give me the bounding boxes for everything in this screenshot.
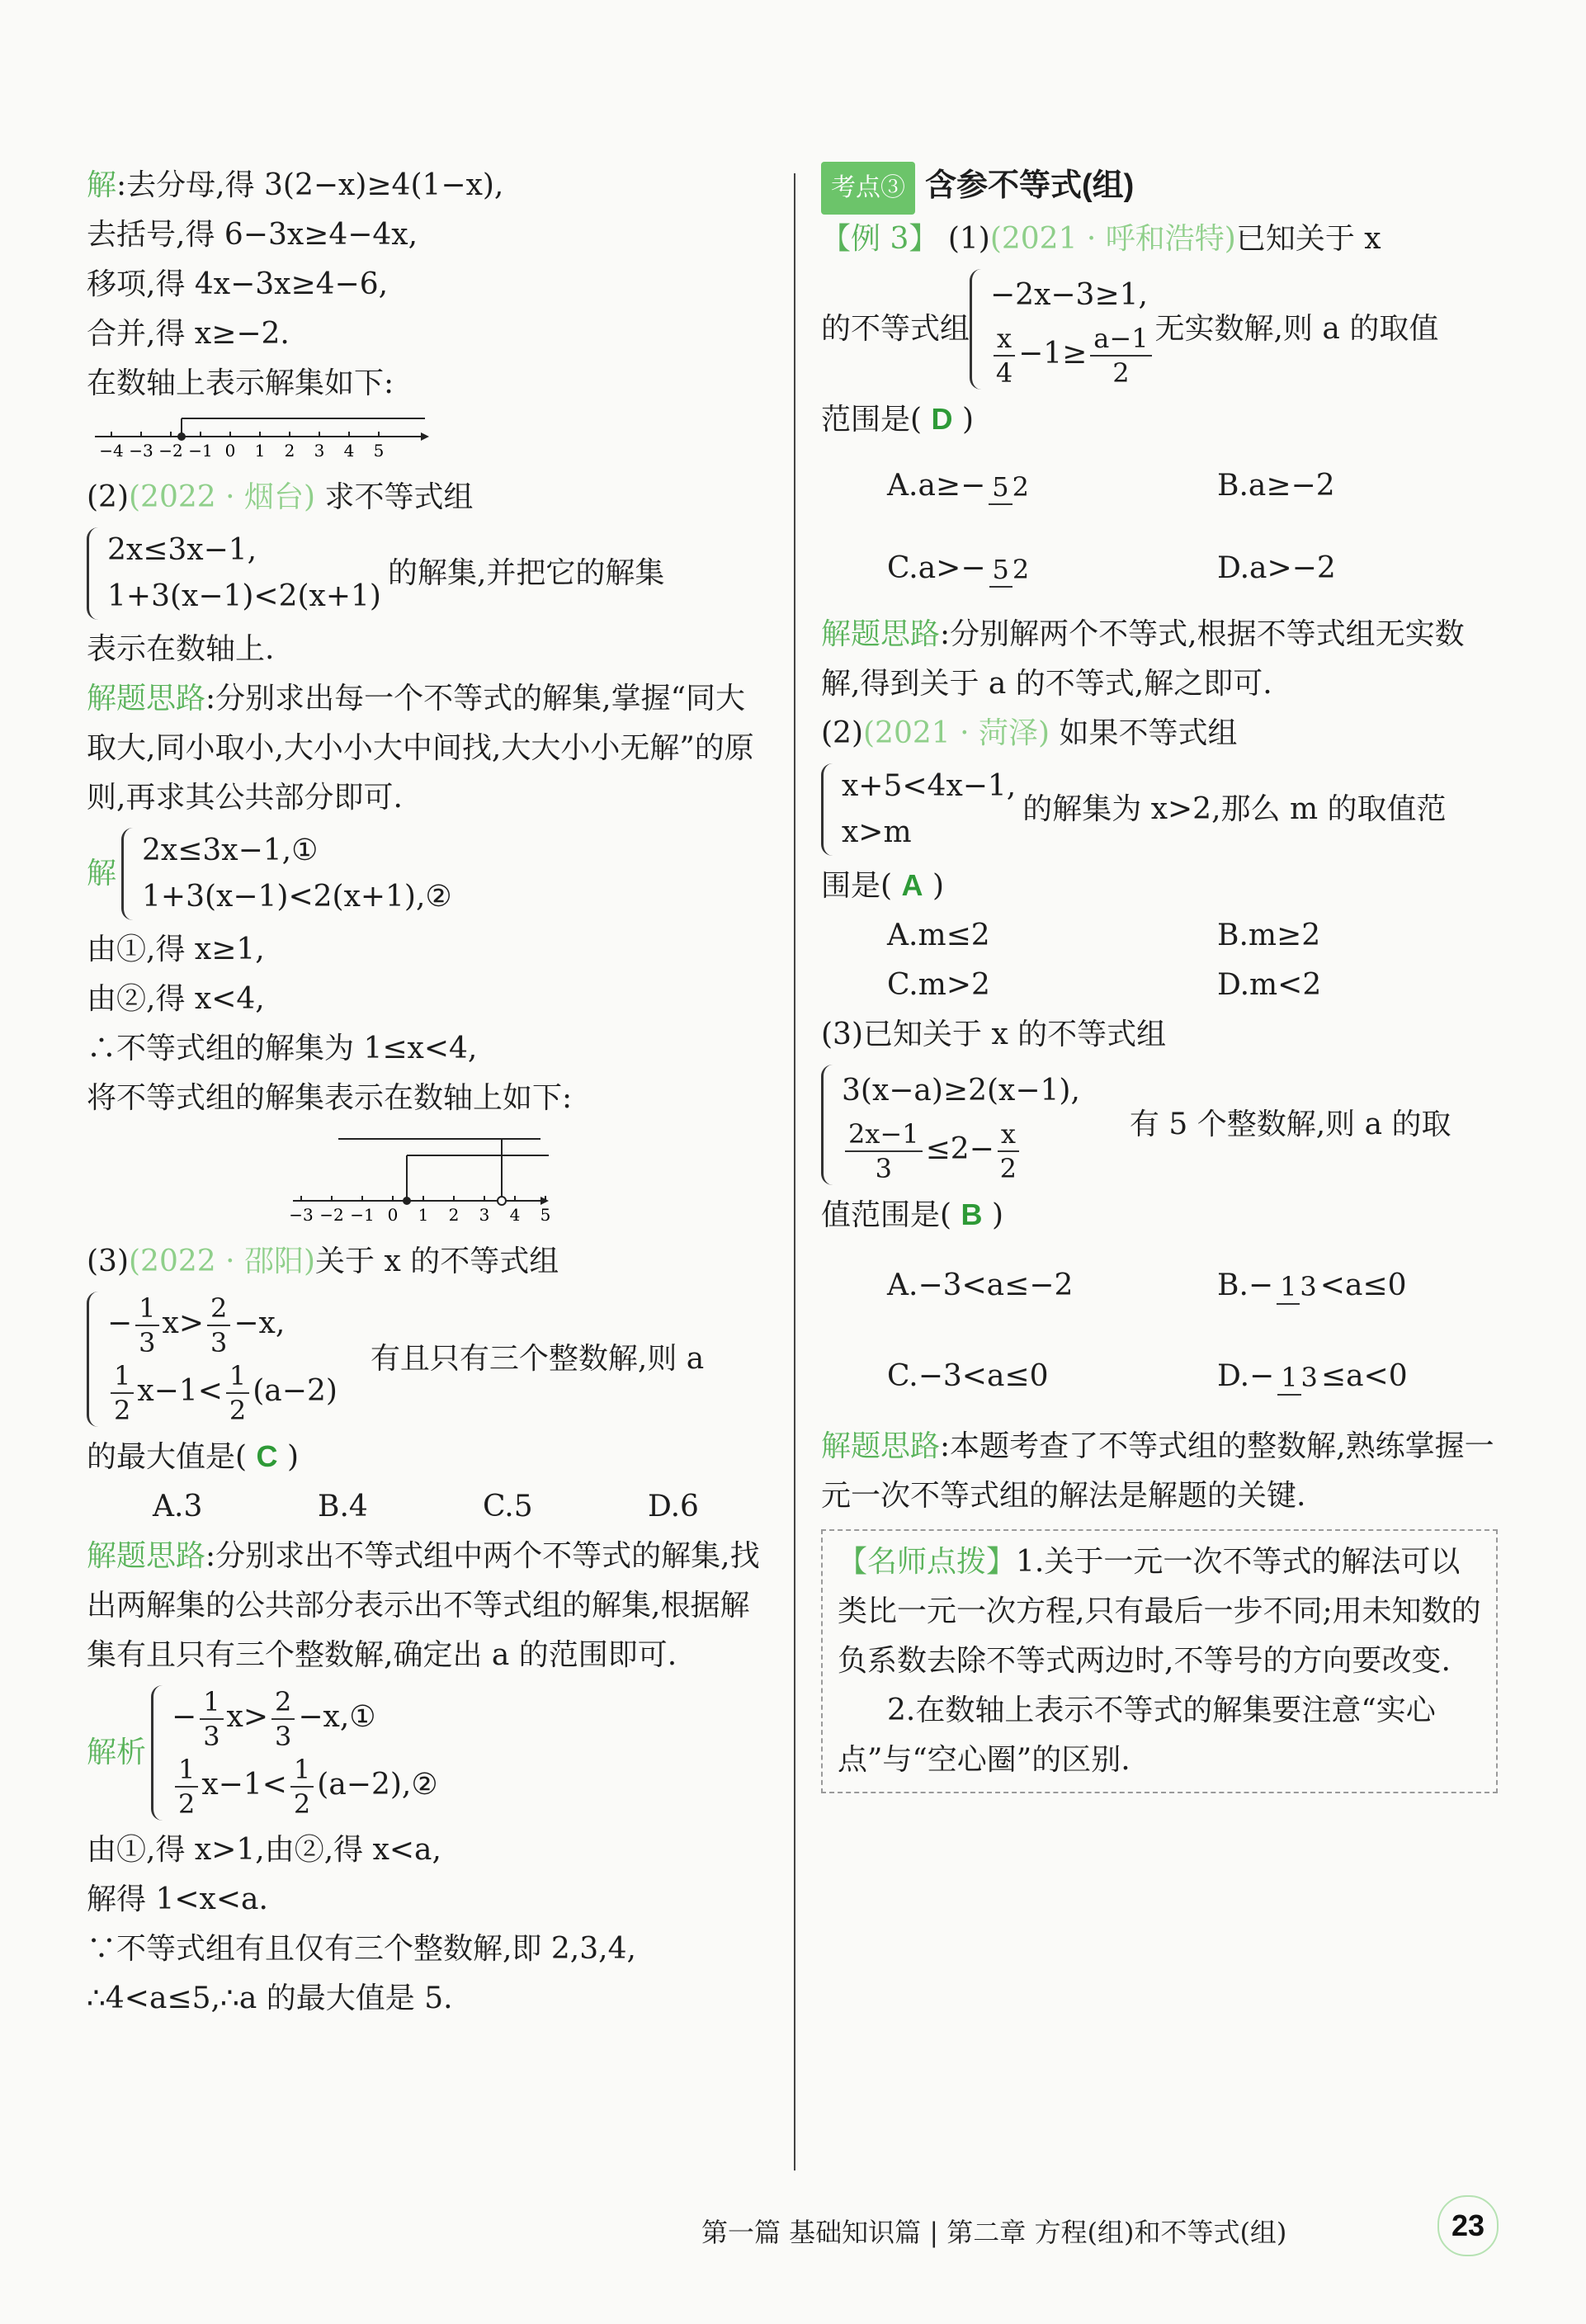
section-title: 含参不等式(组) — [925, 168, 1135, 203]
brace — [970, 269, 984, 390]
numerator: 1 — [111, 1359, 134, 1394]
question-source: (2021 · 呼和浩特) — [989, 222, 1236, 256]
inequality: −2x−3≥1, — [990, 278, 1148, 312]
question-text: 值范围是( — [821, 1198, 952, 1232]
solution-step: 由①,得 x>1,由②,得 x<a, — [87, 1833, 441, 1867]
inequality — [107, 1359, 337, 1427]
option: A.m≤2 — [887, 919, 990, 952]
option-text: D.− — [1217, 1359, 1275, 1393]
tick-label: −1 — [188, 441, 213, 461]
question-text: 的不等式组 — [821, 312, 970, 346]
fraction — [271, 1685, 295, 1753]
option-text: A.a≥− — [887, 469, 986, 503]
expr: −x, — [234, 1306, 286, 1340]
tick-label: −2 — [319, 1205, 344, 1225]
denominator: 2 — [1012, 471, 1029, 503]
question-answer-line — [821, 394, 1498, 445]
numerator: 2x−1 — [845, 1117, 923, 1152]
denominator: 2 — [1112, 357, 1130, 389]
fraction — [994, 322, 1015, 390]
question-answer-line — [821, 861, 1498, 911]
tick-label: 5 — [540, 1205, 551, 1225]
tip-1 — [838, 1538, 1481, 1686]
inequality-system — [821, 763, 1498, 856]
expr: x> — [162, 1306, 204, 1340]
inequality-system — [87, 527, 763, 620]
expr: x−1< — [201, 1768, 287, 1802]
fraction — [290, 1753, 314, 1821]
denominator: 2 — [178, 1788, 196, 1820]
denominator: 4 — [995, 357, 1013, 389]
brace — [87, 1292, 101, 1427]
analysis-system — [87, 1685, 763, 1821]
denominator: 3 — [139, 1327, 156, 1358]
hint-block — [87, 1532, 763, 1680]
numerator: 5 — [989, 470, 1012, 505]
solution-step: 将不等式组的解集表示在数轴上如下: — [87, 1081, 573, 1115]
example-1 — [821, 215, 1498, 264]
hint-label: 解题思路 — [821, 1429, 941, 1463]
solution-step: 合并,得 x≥−2. — [87, 317, 290, 351]
tick-label: −3 — [129, 441, 153, 461]
solution-label: 解 — [87, 857, 117, 890]
hint-text: :本题考查了不等式组的整数解,熟练掌握一元一次不等式组的解法是解题的关键. — [821, 1429, 1494, 1513]
inequality: x>m — [842, 815, 912, 849]
option: C.m>2 — [887, 968, 990, 1002]
inequality: x+5<4x−1, — [842, 769, 1017, 803]
question-text: 有且只有三个整数解,则 a — [370, 1342, 705, 1376]
option: B.4 — [318, 1490, 368, 1523]
inequality — [842, 1117, 1080, 1185]
fraction — [207, 1292, 230, 1359]
expr: (a−2) — [253, 1374, 337, 1408]
inequality: 2x≤3x−1,① — [142, 834, 319, 867]
option — [887, 445, 1217, 527]
numerator: 1 — [175, 1753, 198, 1788]
tick-label: 2 — [284, 441, 295, 461]
tick-label: 0 — [224, 441, 236, 461]
question-source: (2021 · 菏泽) — [863, 716, 1050, 750]
question-text: 如果不等式组 — [1059, 716, 1238, 750]
option — [1217, 1240, 1406, 1331]
inequality — [172, 1753, 438, 1821]
question-text: 范围是( — [821, 403, 923, 437]
expr: ≤2− — [925, 1132, 994, 1166]
hint-text: :分别求出不等式组中两个不等式的解集,找出两解集的公共部分表示出不等式组的解集,根据解集有且只有三个整数解,确定出 a 的范围即可. — [87, 1539, 760, 1672]
question-text: 关于 x 的不等式组 — [315, 1245, 559, 1278]
answer: D — [931, 402, 953, 436]
tick-label: 1 — [418, 1205, 429, 1225]
solution-step: ∵不等式组有且仅有三个整数解,即 2,3,4, — [87, 1932, 636, 1966]
numerator: 1 — [226, 1359, 249, 1394]
fraction — [200, 1685, 223, 1753]
question-text: 围是( — [821, 869, 893, 903]
question-text: 的解集,并把它的解集 — [387, 556, 665, 590]
denominator: 3 — [1300, 1362, 1318, 1393]
tip-2: 2.在数轴上表示不等式的解集要注意“实心点”与“空心圈”的区别. — [838, 1693, 1436, 1777]
brace — [821, 763, 835, 856]
question-answer-line — [821, 1190, 1498, 1240]
solution-step: 移项,得 4x−3x≥4−6, — [87, 267, 389, 301]
tick-label: 1 — [254, 441, 266, 461]
close-paren: ) — [286, 1440, 299, 1474]
brace — [151, 1685, 165, 1821]
hint-label: 解题思路 — [87, 1539, 206, 1573]
solution-step: 在数轴上表示解集如下: — [87, 366, 394, 400]
hint-label: 解题思路 — [87, 682, 206, 716]
question-source: (2022 · 邵阳) — [129, 1245, 316, 1278]
fraction — [989, 553, 1030, 588]
options — [821, 911, 1498, 1010]
number-line-1 — [87, 412, 433, 470]
expr: x> — [226, 1700, 269, 1734]
question-number: (2) — [87, 480, 129, 514]
fraction — [1277, 1361, 1318, 1396]
answer: C — [256, 1439, 278, 1473]
example-2 — [821, 709, 1498, 758]
hint-block — [821, 610, 1498, 709]
fraction — [111, 1359, 134, 1427]
question-source: (2022 · 烟台) — [129, 480, 316, 514]
section-tag: 考点③ — [821, 162, 915, 215]
solution-step: 由②,得 x<4, — [87, 982, 265, 1016]
answer: A — [901, 868, 923, 902]
solution-step: ∴不等式组的解集为 1≤x<4, — [87, 1032, 478, 1065]
options — [821, 1240, 1498, 1422]
numerator: 1 — [1277, 1270, 1300, 1305]
inequality: 1+3(x−1)<2(x+1),② — [142, 880, 452, 914]
option: D.6 — [648, 1490, 699, 1523]
hint-label: 解题思路 — [821, 617, 941, 651]
solution-step: 去括号,得 6−3x≥4−4x, — [87, 218, 418, 252]
hint-text: :分别求出每一个不等式的解集,掌握“同大取大,同小取小,大小小大中间找,大大小小无解”的原则,再求其公共部分即可. — [87, 682, 754, 815]
denominator: 3 — [203, 1721, 220, 1752]
solution-system — [87, 828, 763, 920]
question-3 — [87, 1237, 763, 1287]
example-3: (3)已知关于 x 的不等式组 — [821, 1018, 1167, 1051]
page-number: 23 — [1437, 2195, 1499, 2256]
question-answer-line — [87, 1432, 763, 1482]
question-number: (2) — [821, 716, 863, 750]
denominator: 3 — [275, 1721, 292, 1752]
question-number: (3) — [87, 1245, 129, 1278]
numerator: 1 — [200, 1685, 223, 1720]
inequality-system — [821, 269, 1498, 390]
fraction — [175, 1753, 198, 1821]
denominator: 3 — [210, 1327, 228, 1358]
option: A.−3<a≤−2 — [887, 1268, 1074, 1302]
solution-step: ∴4<a≤5,∴a 的最大值是 5. — [87, 1982, 453, 2015]
question-text: 无实数解,则 a 的取值 — [1154, 312, 1439, 346]
denominator: 3 — [1300, 1271, 1317, 1302]
numerator: 1 — [1277, 1361, 1300, 1396]
tick-label: 4 — [509, 1205, 521, 1225]
solution-text: :去分母,得 3(2−x)≥4(1−x), — [116, 168, 504, 202]
question-text: 已知关于 x — [1235, 222, 1381, 256]
denominator: 2 — [1012, 554, 1030, 585]
close-paren: ) — [932, 869, 944, 903]
expr: (a−2),② — [317, 1768, 438, 1802]
inequality-system — [821, 1065, 1498, 1185]
option: C.5 — [483, 1490, 533, 1523]
numerator: 1 — [135, 1292, 158, 1326]
right-column — [821, 161, 1498, 1793]
denominator: 2 — [293, 1788, 311, 1820]
option: B.a≥−2 — [1217, 469, 1335, 503]
tip-label: 【名师点拨】 — [838, 1545, 1017, 1579]
question-text: 的解集为 x>2,那么 m 的取值范 — [1022, 792, 1447, 826]
brace — [821, 1065, 835, 1185]
numerator: a−1 — [1090, 322, 1151, 357]
example-label: 【例 3】 — [821, 222, 939, 256]
option-text: ≤a<0 — [1320, 1359, 1408, 1393]
denominator: 2 — [114, 1395, 131, 1426]
option-text: C.a>− — [887, 551, 986, 585]
fraction — [989, 470, 1029, 505]
teacher-tip-box — [821, 1529, 1498, 1793]
number-line-2 — [285, 1127, 747, 1234]
fraction — [998, 1117, 1019, 1185]
fraction — [1090, 322, 1151, 390]
solution-label: 解 — [87, 168, 117, 202]
option — [1217, 1331, 1408, 1422]
inequality: 2x≤3x−1, — [107, 533, 257, 567]
options — [821, 445, 1498, 610]
denominator: 2 — [229, 1395, 247, 1426]
question-text: 的最大值是( — [87, 1440, 248, 1474]
column-divider — [794, 173, 795, 2170]
tick-label: 2 — [448, 1205, 460, 1225]
fraction — [135, 1292, 158, 1359]
option — [887, 527, 1217, 610]
hint-text: :分别解两个不等式,根据不等式组无实数解,得到关于 a 的不等式,解之即可. — [821, 617, 1465, 701]
inequality: − $\frac{1}{3}$ x> $\frac{2}{3}$ −x,① — [172, 1686, 376, 1752]
tick-label: −2 — [158, 441, 183, 461]
numerator: 5 — [989, 553, 1012, 588]
tick-label: 4 — [343, 441, 355, 461]
solution-step — [87, 161, 763, 210]
tick-label: 3 — [479, 1205, 490, 1225]
numerator: 1 — [290, 1753, 314, 1788]
solution-step: 由①,得 x≥1, — [87, 933, 265, 966]
tip-text: 1.关于一元一次不等式的解法可以类比一元一次方程,只有最后一步不同;用未知数的负系数去除不等式两边时,不等号的方向要改变. — [838, 1545, 1481, 1678]
brace — [121, 828, 135, 920]
denominator: 3 — [875, 1153, 892, 1184]
expr: x−1< — [137, 1374, 223, 1408]
close-paren: ) — [961, 403, 974, 437]
question-text: 有 5 个整数解,则 a 的取 — [1129, 1108, 1451, 1141]
option: D.m<2 — [1217, 968, 1322, 1002]
option: D.a>−2 — [1217, 551, 1336, 585]
hint-block — [87, 674, 763, 823]
option: C.−3<a≤0 — [887, 1359, 1049, 1393]
inequality-system — [87, 1292, 763, 1427]
inequality: 1+3(x−1)<2(x+1) — [107, 579, 381, 613]
numerator: 2 — [207, 1292, 230, 1326]
expr: −1≥ — [1018, 337, 1088, 371]
hint-block — [821, 1422, 1498, 1521]
brace — [87, 527, 101, 620]
denominator: 2 — [999, 1153, 1017, 1184]
question-2 — [87, 473, 763, 522]
numerator: 2 — [271, 1685, 295, 1720]
solution-step: 解得 1<x<a. — [87, 1882, 268, 1916]
fraction — [845, 1117, 923, 1185]
question-text: 表示在数轴上. — [87, 632, 275, 666]
question-number: (1) — [947, 222, 990, 256]
option: A.3 — [153, 1490, 203, 1523]
option-text: <a≤0 — [1319, 1268, 1407, 1302]
numerator: x — [998, 1117, 1019, 1152]
analysis-label: 解析 — [87, 1736, 147, 1769]
page-footer: 第一篇 基础知识篇 | 第二章 方程(组)和不等式(组) — [701, 2217, 1287, 2248]
option: B.m≥2 — [1217, 919, 1321, 952]
answer: B — [961, 1197, 983, 1231]
close-paren: ) — [991, 1198, 1003, 1232]
tick-label: −1 — [350, 1205, 375, 1225]
fraction — [226, 1359, 249, 1427]
tick-label: 3 — [314, 441, 325, 461]
question-text: 求不等式组 — [324, 480, 474, 514]
option-text: B.− — [1217, 1268, 1274, 1302]
tick-label: −4 — [99, 441, 124, 461]
left-column — [87, 161, 763, 2024]
numerator: x — [994, 322, 1015, 357]
inequality: 3(x−a)≥2(x−1), — [842, 1074, 1080, 1108]
inequality — [990, 322, 1155, 390]
tick-label: 5 — [373, 441, 385, 461]
fraction — [1277, 1270, 1317, 1305]
options — [87, 1482, 763, 1532]
expr: −x,① — [298, 1700, 376, 1734]
tick-label: −3 — [289, 1205, 314, 1225]
section-heading — [821, 161, 1498, 215]
inequality: − $\frac{1}{3}$ x> $\frac{2}{3}$ −x, — [107, 1292, 286, 1358]
tick-label: 0 — [387, 1205, 399, 1225]
